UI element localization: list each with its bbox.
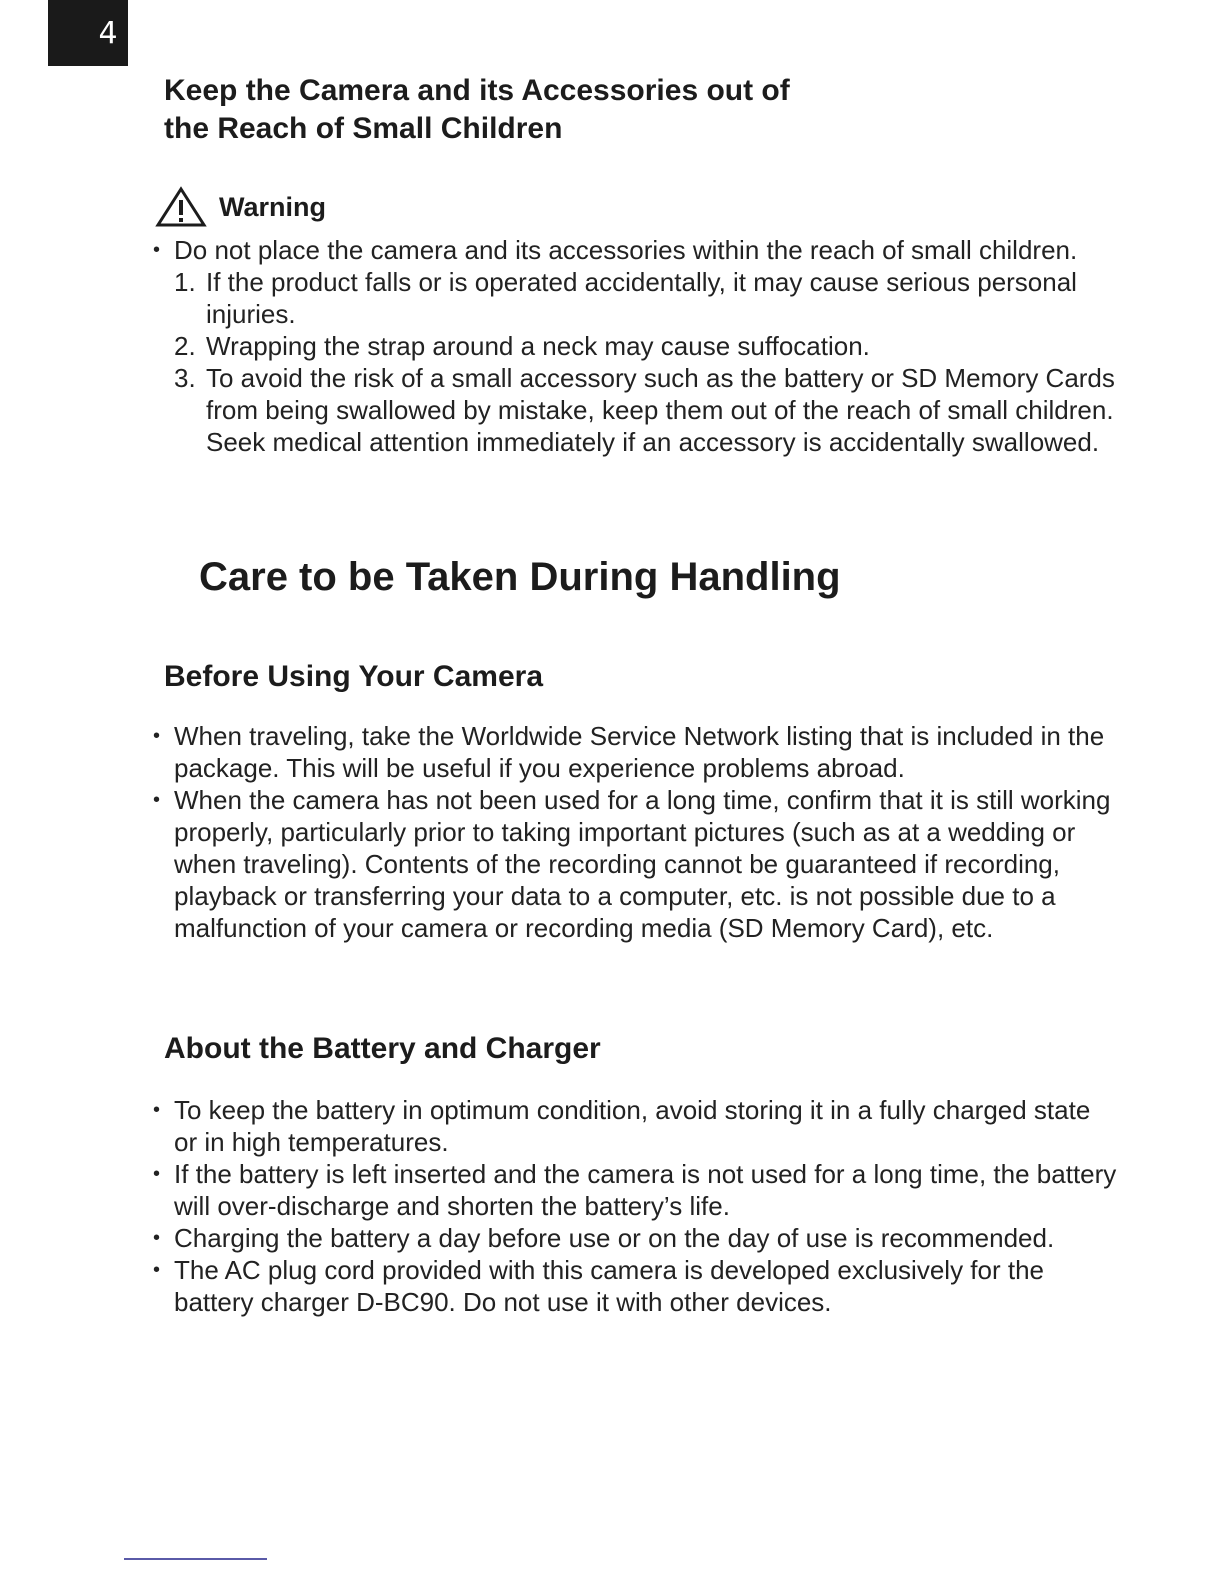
numbered-item	[174, 266, 1120, 330]
battery-section-heading: About the Battery and Charger	[164, 1032, 601, 1065]
list-item: • The AC plug cord provided with this camera is developed exclusively for the battery charger D-BC90. Do not use it with other devices.	[150, 1254, 1120, 1318]
warning-label: Warning	[219, 191, 326, 222]
warning-triangle-icon	[155, 186, 207, 228]
page-number-tab	[48, 0, 128, 66]
numbered-item	[174, 330, 1120, 362]
list-item: • To keep the battery in optimum condition, avoid storing it in a fully charged state or in high temperatures.	[150, 1094, 1120, 1158]
list-item: • Charging the battery a day before use or on the day of use is recommended.	[150, 1222, 1120, 1254]
page-number: 4	[98, 15, 118, 51]
list-item: • When the camera has not been used for a long time, confirm that it is still working properly, particularly prior to taking important pictures (such as at a wedding or when traveling). Contents of the recording cannot be guaranteed if recording, playback or transferring your data to a computer, etc. is not possible due to a malfunction of your camera or recording media (SD Memory Card), etc.	[150, 784, 1120, 944]
warning-bullet-text: Do not place the camera and its accessories within the reach of small children.	[174, 235, 1078, 265]
warning-label-row	[155, 186, 326, 228]
before-list	[150, 720, 1120, 944]
before-section-heading: Before Using Your Camera	[164, 660, 543, 693]
warning-numbered-list	[174, 266, 1120, 458]
numbered-item	[174, 362, 1120, 458]
footer-rule	[124, 1558, 267, 1560]
reach-section-heading	[164, 72, 790, 148]
page-title: Care to be Taken During Handling	[199, 555, 841, 599]
reach-heading-line2: the Reach of Small Children	[164, 112, 563, 145]
battery-list	[150, 1094, 1120, 1318]
list-item: • When traveling, take the Worldwide Service Network listing that is included in the package. This will be useful if you experience problems abroad.	[150, 720, 1120, 784]
list-item: • If the battery is left inserted and the camera is not used for a long time, the battery will over-discharge and shorten the battery’s life.	[150, 1158, 1120, 1222]
numbered-item-text: To avoid the risk of a small accessory such as the battery or SD Memory Cards from being swallowed by mistake, keep them out of the reach of small children. Seek medical attention immediately if an accessory is accidentally swallowed.	[206, 363, 1115, 457]
warning-list	[150, 234, 1120, 458]
numbered-item-text: If the product falls or is operated accidentally, it may cause serious personal injuries.	[206, 267, 1077, 329]
reach-heading-line1: Keep the Camera and its Accessories out of	[164, 74, 790, 107]
list-item	[150, 234, 1120, 458]
numbered-item-text: Wrapping the strap around a neck may cause suffocation.	[206, 331, 870, 361]
